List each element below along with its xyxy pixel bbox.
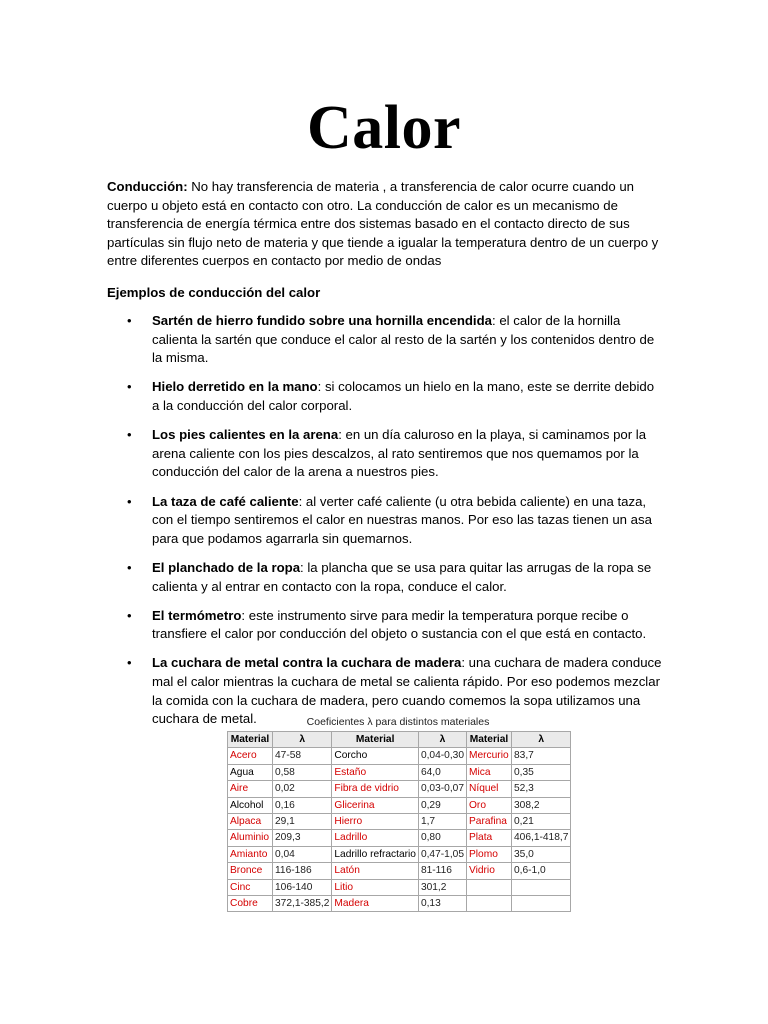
lambda-value-cell: 301,2 xyxy=(418,879,466,895)
lambda-value-cell: 0,04-0,30 xyxy=(418,748,466,764)
table-row xyxy=(228,863,571,879)
intro-text: No hay transferencia de materia , a transferencia de calor ocurre cuando un cuerpo u objeto está en contacto con otro. La conducción de calor es un mecanismo de transferencia de energía térmica entre dos sistemas basado en el contacto directo de sus partículas sin flujo neto de materia y que tiende a igualar la temperatura dentro de un cuerpo y entre diferentes cuerpos en contacto por medio de ondas xyxy=(107,179,659,269)
material-link[interactable]: Alpaca xyxy=(228,814,273,830)
example-text: : una cuchara de madera conduce mal el calor mientras la cuchara de metal se calienta rápido. Por eso podemos mezclar la comida con la cuchara de madera, pero cuando comemos la sopa utilizamos una cuchara de metal. xyxy=(152,655,662,727)
material-link[interactable]: Aluminio xyxy=(228,830,273,846)
material-link[interactable]: Níquel xyxy=(467,781,512,797)
bullet-icon: • xyxy=(127,427,132,443)
material-link[interactable]: Mercurio xyxy=(467,748,512,764)
lambda-value-cell: 0,29 xyxy=(418,797,466,813)
lambda-value-cell: 406,1-418,7 xyxy=(512,830,571,846)
list-item xyxy=(107,607,663,644)
table-row xyxy=(228,797,571,813)
material-link[interactable]: Mica xyxy=(467,764,512,780)
table-row xyxy=(228,879,571,895)
column-header: Material xyxy=(467,732,512,748)
lambda-value-cell: 0,6-1,0 xyxy=(512,863,571,879)
lambda-value-cell: 209,3 xyxy=(273,830,332,846)
bullet-icon: • xyxy=(127,655,132,671)
example-term: La taza de café caliente xyxy=(152,493,299,509)
material-link[interactable]: Ladrillo xyxy=(332,830,419,846)
material-link[interactable]: Plomo xyxy=(467,846,512,862)
example-text: : si colocamos un hielo en la mano, este se derrite debido a la conducción del calor corporal. xyxy=(152,379,655,413)
bullet-icon: • xyxy=(127,379,132,395)
material-cell xyxy=(467,879,512,895)
lambda-value-cell: 0,80 xyxy=(418,830,466,846)
material-link[interactable]: Parafina xyxy=(467,814,512,830)
example-text: : el calor de la hornilla calienta la sartén que conduce el calor al resto de la sartén y los contenidos dentro de la misma. xyxy=(152,313,655,366)
lambda-value-cell: 0,58 xyxy=(273,764,332,780)
material-link[interactable]: Amianto xyxy=(228,846,273,862)
lambda-value-cell: 0,04 xyxy=(273,846,332,862)
table-row xyxy=(228,846,571,862)
column-header: Material xyxy=(332,732,419,748)
intro-paragraph xyxy=(107,178,663,271)
column-header: λ xyxy=(512,732,571,748)
example-term: El termómetro xyxy=(152,607,242,623)
lambda-value-cell: 81-116 xyxy=(418,863,466,879)
example-term: El planchado de la ropa xyxy=(152,559,301,575)
table-body xyxy=(228,748,571,912)
lambda-value-cell: 0,47-1,05 xyxy=(418,846,466,862)
lambda-value-cell: 0,13 xyxy=(418,896,466,912)
lambda-value-cell: 47-58 xyxy=(273,748,332,764)
lambda-value-cell: 116-186 xyxy=(273,863,332,879)
column-header: λ xyxy=(418,732,466,748)
lambda-value-cell: 0,21 xyxy=(512,814,571,830)
material-link[interactable]: Vidrio xyxy=(467,863,512,879)
material-link[interactable]: Cobre xyxy=(228,896,273,912)
material-link[interactable]: Fibra de vidrio xyxy=(332,781,419,797)
table-row xyxy=(228,896,571,912)
example-term: Hielo derretido en la mano xyxy=(152,379,318,395)
material-link[interactable]: Hierro xyxy=(332,814,419,830)
bullet-icon: • xyxy=(127,559,132,575)
example-term: Sartén de hierro fundido sobre una hornilla encendida xyxy=(152,313,492,328)
list-item xyxy=(107,426,663,482)
example-text: : al verter café caliente (u otra bebida caliente) en una taza, con el tiempo sentiremos el calor en nuestras manos. Por eso las tazas tienen un asa para que podamos agarrarla sin quemarnos. xyxy=(152,493,652,546)
bullet-icon: • xyxy=(127,493,132,509)
lambda-value-cell xyxy=(512,879,571,895)
lambda-value-cell: 0,02 xyxy=(273,781,332,797)
table-row xyxy=(228,830,571,846)
lambda-value-cell: 52,3 xyxy=(512,781,571,797)
column-header: Material xyxy=(228,732,273,748)
table-row xyxy=(228,781,571,797)
table-caption: Coeficientes λ para distintos materiales xyxy=(306,716,490,728)
material-link[interactable]: Estaño xyxy=(332,764,419,780)
list-item xyxy=(107,559,663,596)
table-row xyxy=(228,748,571,764)
lambda-value-cell: 29,1 xyxy=(273,814,332,830)
example-text: : este instrumento sirve para medir la temperatura porque recibe o transfiere el calor por conducción del objeto o sustancia con el que está en contacto. xyxy=(152,607,647,642)
lambda-value-cell: 1,7 xyxy=(418,814,466,830)
lambda-value-cell xyxy=(512,896,571,912)
lambda-value-cell: 308,2 xyxy=(512,797,571,813)
lambda-value-cell: 83,7 xyxy=(512,748,571,764)
example-term: Los pies calientes en la arena xyxy=(152,427,339,443)
list-item xyxy=(107,312,663,368)
lambda-value-cell: 35,0 xyxy=(512,846,571,862)
material-link[interactable]: Madera xyxy=(332,896,419,912)
example-text: : la plancha que se usa para quitar las arrugas de la ropa se calienta y al entrar en contacto con la ropa, conduce el calor. xyxy=(152,559,652,594)
material-link[interactable]: Plata xyxy=(467,830,512,846)
material-link[interactable]: Oro xyxy=(467,797,512,813)
material-cell: Ladrillo refractario xyxy=(332,846,419,862)
example-text: : en un día caluroso en la playa, si caminamos por la arena caliente con los pies descalzos, al rato sentiremos que nos quemamos por la conducción del calor de la arena a nuestros pies. xyxy=(152,427,647,480)
material-link[interactable]: Bronce xyxy=(228,863,273,879)
material-link[interactable]: Aire xyxy=(228,781,273,797)
examples-heading: Ejemplos de conducción del calor xyxy=(107,285,321,300)
intro-label: Conducción: xyxy=(107,179,188,194)
list-item xyxy=(107,493,663,549)
material-link[interactable]: Acero xyxy=(228,748,273,764)
material-link[interactable]: Latón xyxy=(332,863,419,879)
page-title: Calor xyxy=(306,94,462,162)
conductivity-table xyxy=(227,731,571,912)
bullet-icon: • xyxy=(127,313,132,328)
lambda-value-cell: 106-140 xyxy=(273,879,332,895)
example-term: La cuchara de metal contra la cuchara de madera xyxy=(152,655,462,671)
bullet-icon: • xyxy=(127,607,132,623)
lambda-value-cell: 64,0 xyxy=(418,764,466,780)
material-cell: Agua xyxy=(228,764,273,780)
list-item xyxy=(107,378,663,415)
material-link[interactable]: Cinc xyxy=(228,879,273,895)
examples-list xyxy=(107,312,663,739)
material-cell: Corcho xyxy=(332,748,419,764)
table-row xyxy=(228,764,571,780)
table-header-row xyxy=(228,732,571,748)
table-row xyxy=(228,814,571,830)
lambda-value-cell: 0,03-0,07 xyxy=(418,781,466,797)
material-cell xyxy=(467,896,512,912)
material-cell: Alcohol xyxy=(228,797,273,813)
lambda-value-cell: 0,16 xyxy=(273,797,332,813)
column-header: λ xyxy=(273,732,332,748)
material-link[interactable]: Glicerina xyxy=(332,797,419,813)
lambda-value-cell: 0,35 xyxy=(512,764,571,780)
lambda-value-cell: 372,1-385,2 xyxy=(273,896,332,912)
material-link[interactable]: Litio xyxy=(332,879,419,895)
